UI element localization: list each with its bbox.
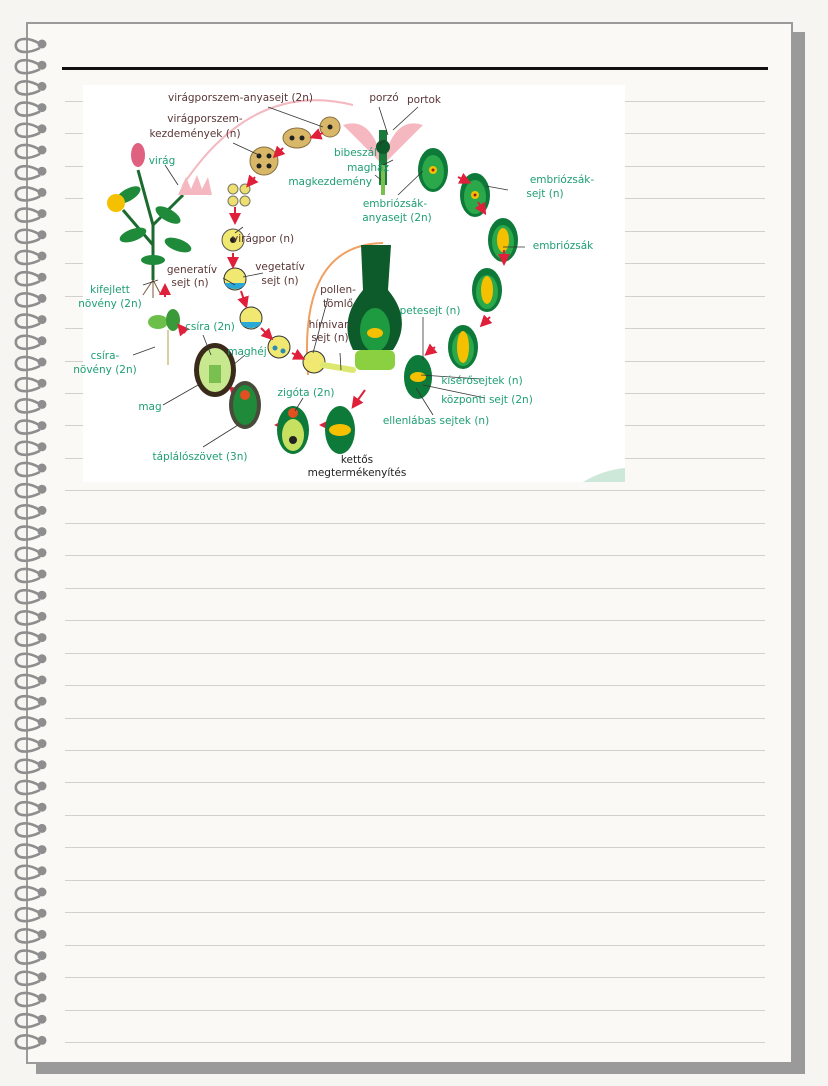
ruled-line [65,1042,765,1043]
label-central-cell: központi sejt (2n) [441,394,533,406]
label-endosperm: táplálószövet (3n) [152,451,248,463]
ruled-line [65,815,765,816]
spiral-ring [16,675,47,688]
spiral-ring [16,590,47,603]
ruled-line [65,588,765,589]
spiral-ring [16,548,47,561]
ruled-line [65,945,765,946]
label-ovary: magház [347,162,389,174]
spiral-ring [16,654,47,667]
label-embryo-sac-cell: embriózsák- [529,174,595,186]
spiral-ring [16,760,47,773]
spiral-binding [6,30,56,1060]
ruled-line [65,880,765,881]
ovule [418,148,448,192]
spiral-ring [16,569,47,582]
ruled-line [65,490,765,491]
pistil-illustration [347,245,402,370]
spiral-ring [16,717,47,730]
label-sperm: hímivar- [308,319,352,331]
spiral-ring [16,39,47,52]
label-style: bibeszál [333,147,377,159]
spiral-ring [16,951,47,964]
label-egg-cell: petesejt (n) [399,305,461,317]
spiral-ring [16,929,47,942]
ruled-line [65,847,765,848]
spiral-ring [16,442,47,455]
spiral-ring [16,230,47,243]
spiral-ring [16,633,47,646]
ruled-line [65,750,765,751]
spiral-ring [16,611,47,624]
spiral-ring [16,421,47,434]
spiral-ring [16,251,47,264]
label-generative: generatív [166,264,218,276]
label-stamen: porzó [369,92,399,104]
spiral-ring [16,527,47,540]
spiral-ring [16,781,47,794]
spiral-ring [16,103,47,116]
ruled-line [65,782,765,783]
label-zygote: zigóta (2n) [277,387,335,399]
spiral-ring [16,357,47,370]
label-pollen-mother-cell: virágporszem-anyasejt (2n) [168,92,313,104]
label-generative-2: sejt (n) [171,277,209,289]
spiral-ring [16,972,47,985]
ruled-line [65,653,765,654]
spiral-ring [16,845,47,858]
spiral-ring [16,272,47,285]
ovule [448,325,478,369]
plant-life-cycle-diagram [73,85,625,482]
ruled-line [65,912,765,913]
label-embryo-sac: embriózsák [532,240,594,252]
spiral-ring [16,505,47,518]
spiral-ring [16,336,47,349]
spiral-ring [16,60,47,73]
label-pollen-primordia: virágporszem- [167,113,243,125]
ruled-line [65,685,765,686]
label-sperm-2: sejt (n) [311,332,349,344]
label-seed: mag [138,401,162,413]
ruled-line [65,718,765,719]
ruled-line [65,1010,765,1011]
spiral-ring [16,81,47,94]
spiral-ring [16,1035,47,1048]
label-pollen-tube-2: tömlő [322,298,354,310]
label-anther: portok [406,94,442,106]
spiral-ring [16,866,47,879]
spiral-ring [16,209,47,222]
label-ovule: magkezdemény [288,176,372,188]
spiral-ring [16,293,47,306]
label-synergids: kísérősejtek (n) [441,375,523,387]
spiral-ring [16,124,47,137]
spiral-ring [16,315,47,328]
label-vegetative: vegetatív [255,261,305,273]
label-mature-plant-2: növény (2n) [78,298,142,310]
label-antipodals: ellenlábas sejtek (n) [382,415,490,427]
spiral-ring [16,399,47,412]
spiral-ring [16,484,47,497]
title-rule [62,67,768,70]
spiral-ring [16,463,47,476]
label-seedling: csíra- [90,350,120,362]
label-embryo-sac-cell-2: sejt (n) [526,188,564,200]
label-embryo-sac-mother-2: anyasejt (2n) [362,212,432,224]
label-flower: virág [148,155,176,167]
spiral-ring [16,378,47,391]
label-pollen-primordia-2: kezdemények (n) [149,128,241,140]
label-embryo-sac-mother: embriózsák- [362,198,428,210]
diagram-drawing [73,85,625,482]
ruled-line [65,977,765,978]
spiral-ring [16,1014,47,1027]
ruled-line [65,555,765,556]
ovule [472,268,502,312]
spiral-ring [16,739,47,752]
corner-decoration [583,468,625,482]
spiral-ring [16,887,47,900]
spiral-ring [16,908,47,921]
seedling-illustration [148,309,180,365]
ruled-line [65,620,765,621]
spiral-ring [16,166,47,179]
spiral-ring [16,696,47,709]
label-pollen-tube: pollen- [320,284,356,296]
spiral-ring [16,145,47,158]
spiral-ring [16,823,47,836]
label-seedling-2: növény (2n) [73,364,137,376]
label-embryo: csíra (2n) [185,321,235,333]
label-mature-plant: kifejlett [90,284,130,296]
label-double-fertilization-2: megtermékenyítés [307,467,407,479]
spiral-ring [16,802,47,815]
label-double-fertilization: kettős [340,454,374,466]
spiral-ring [16,993,47,1006]
spiral-ring [16,187,47,200]
ruled-line [65,523,765,524]
label-pollen: virágpor (n) [232,233,295,245]
label-seed-coat: maghéj [227,346,267,358]
label-vegetative-2: sejt (n) [261,275,299,287]
